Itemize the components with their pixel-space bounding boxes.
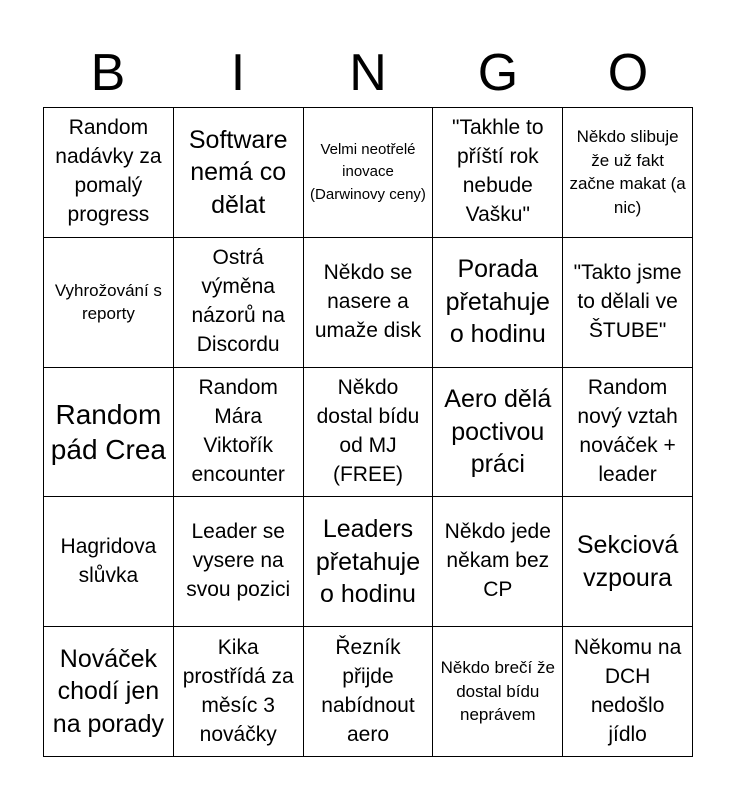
- bingo-cell-r4c4[interactable]: Někdo jede někam bez CP: [433, 497, 563, 627]
- header-letter-o: O: [607, 44, 649, 102]
- bingo-cell-r1c2[interactable]: Software nemá co dělat: [174, 108, 304, 238]
- bingo-cell-r5c2[interactable]: Kika prostřídá za měsíc 3 nováčky: [174, 627, 304, 757]
- header-letter-n: N: [349, 44, 387, 102]
- header-letter-g: G: [477, 44, 519, 102]
- bingo-cell-r1c1[interactable]: Random nadávky za pomalý progress: [44, 108, 174, 238]
- bingo-cell-r1c3[interactable]: Velmi neotřelé inovace (Darwinovy ceny): [304, 108, 434, 238]
- bingo-cell-r3c5[interactable]: Random nový vztah nováček + leader: [563, 368, 693, 498]
- bingo-cell-r5c5[interactable]: Někomu na DCH nedošlo jídlo: [563, 627, 693, 757]
- bingo-cell-r4c3[interactable]: Leaders přetahuje o hodinu: [304, 497, 434, 627]
- bingo-cell-r2c1[interactable]: Vyhrožování s reporty: [44, 238, 174, 368]
- bingo-cell-r2c3[interactable]: Někdo se nasere a umaže disk: [304, 238, 434, 368]
- bingo-cell-r2c5[interactable]: "Takto jsme to dělali ve ŠTUBE": [563, 238, 693, 368]
- bingo-board: [43, 107, 693, 757]
- bingo-cell-r2c4[interactable]: Porada přetahuje o hodinu: [433, 238, 563, 368]
- bingo-cell-r5c1[interactable]: Nováček chodí jen na porady: [44, 627, 174, 757]
- header-letter-b: B: [90, 44, 126, 102]
- bingo-cell-r3c3[interactable]: Někdo dostal bídu od MJ (FREE): [304, 368, 434, 498]
- bingo-cell-r5c4[interactable]: Někdo brečí že dostal bídu neprávem: [433, 627, 563, 757]
- bingo-cell-r5c3[interactable]: Řezník přijde nabídnout aero: [304, 627, 434, 757]
- bingo-cell-r2c2[interactable]: Ostrá výměna názorů na Discordu: [174, 238, 304, 368]
- bingo-cell-r3c1[interactable]: Random pád Crea: [44, 368, 174, 498]
- bingo-cell-r4c5[interactable]: Sekciová vzpoura: [563, 497, 693, 627]
- bingo-cell-r1c5[interactable]: Někdo slibuje že už fakt začne makat (a nic): [563, 108, 693, 238]
- header-letter-i: I: [230, 44, 246, 102]
- bingo-header: [43, 38, 693, 108]
- bingo-cell-r3c2[interactable]: Random Mára Viktořík encounter: [174, 368, 304, 498]
- bingo-cell-r4c2[interactable]: Leader se vysere na svou pozici: [174, 497, 304, 627]
- bingo-cell-r4c1[interactable]: Hagridova slůvka: [44, 497, 174, 627]
- bingo-cell-r3c4[interactable]: Aero dělá poctivou práci: [433, 368, 563, 498]
- bingo-cell-r1c4[interactable]: "Takhle to příští rok nebude Vašku": [433, 108, 563, 238]
